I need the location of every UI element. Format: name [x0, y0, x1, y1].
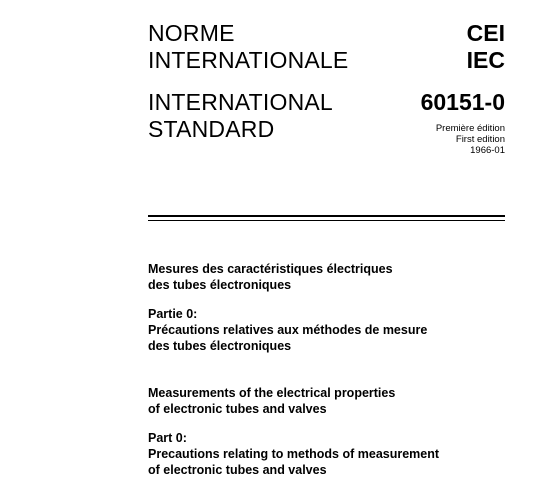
divider-rule-top [148, 215, 505, 217]
french-title-line1: Mesures des caractéristiques électriques [148, 262, 393, 276]
standard-label-fr-line1: NORME [148, 20, 235, 46]
english-part-label: Part 0: [148, 431, 187, 445]
divider-rule-bottom [148, 220, 505, 221]
english-part-line2: of electronic tubes and valves [148, 463, 327, 477]
standard-label-en-line2: STANDARD [148, 116, 275, 142]
standard-number: 60151-0 [420, 89, 505, 115]
english-title-line2: of electronic tubes and valves [148, 402, 327, 416]
english-part-line1: Precautions relating to methods of measurement [148, 447, 440, 461]
org-code-iec: IEC [466, 47, 505, 73]
french-part-line2: des tubes électroniques [148, 339, 292, 353]
standard-label-en-line1: INTERNATIONAL [148, 89, 333, 115]
org-code-cei: CEI [466, 20, 505, 46]
edition-en: First edition [455, 134, 505, 145]
french-title-line2: des tubes électroniques [148, 278, 292, 292]
french-part-label: Partie 0: [148, 307, 198, 321]
edition-date: 1966-01 [470, 145, 505, 156]
edition-fr: Première édition [435, 123, 505, 134]
english-title-line1: Measurements of the electrical properties [148, 386, 396, 400]
standard-label-fr-line2: INTERNATIONALE [148, 47, 349, 73]
french-part-line1: Précautions relatives aux méthodes de mesure [148, 323, 428, 337]
